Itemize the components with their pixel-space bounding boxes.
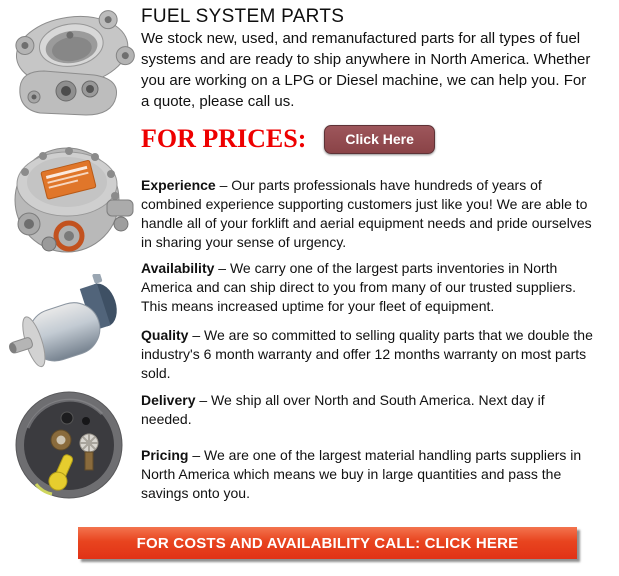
- quality-label: Quality: [141, 327, 189, 343]
- delivery-text: – We ship all over North and South America. Next day if needed.: [141, 392, 545, 427]
- availability-text: – We carry one of the largest parts inventories in North America and can ship direct to you from many of our trusted suppliers. This means increased uptime for your fleet of equipment.: [141, 260, 576, 314]
- lpg-tank-valve-image: [14, 388, 124, 504]
- delivery-section: [141, 391, 596, 429]
- pricing-text: – We are one of the largest material handling parts suppliers in North America which means we buy in large quantities and pass the savings onto you.: [141, 447, 582, 501]
- fuel-filter-image: [8, 274, 132, 386]
- experience-label: Experience: [141, 177, 216, 193]
- prices-click-here-button[interactable]: Click Here: [324, 125, 434, 154]
- product-image-column: [0, 0, 140, 520]
- pricing-label: Pricing: [141, 447, 189, 463]
- fuel-pump-housing-image: [8, 5, 136, 127]
- pricing-section: [141, 446, 596, 503]
- page-title: FUEL SYSTEM PARTS: [141, 6, 345, 27]
- quality-text: – We are so committed to selling quality parts that we double the industry's 6 month warranty and offer 12 months warranty on most parts sold.: [141, 327, 593, 381]
- for-prices-label: FOR PRICES:: [141, 124, 307, 153]
- costs-availability-call-banner[interactable]: FOR COSTS AND AVAILABILITY CALL: CLICK HERE: [78, 527, 577, 559]
- intro-paragraph: We stock new, used, and remanufactured parts for all types of fuel systems and are ready to ship anywhere in North America. Whether you are working on a LPG or Diesel machine, we can help you. For a quote, please call us.: [141, 30, 591, 110]
- availability-section: [141, 259, 596, 316]
- experience-section: [141, 176, 596, 252]
- availability-label: Availability: [141, 260, 215, 276]
- for-prices-row: [141, 124, 435, 154]
- experience-text: – Our parts professionals have hundreds of years of combined experience supporting customers just like you! We are able to handle all of your forklift and aerial equipment needs and pride ourselves in sharing your sense of urgency.: [141, 177, 592, 250]
- quality-section: [141, 326, 596, 383]
- lpg-regulator-image: [3, 138, 137, 260]
- delivery-label: Delivery: [141, 392, 196, 408]
